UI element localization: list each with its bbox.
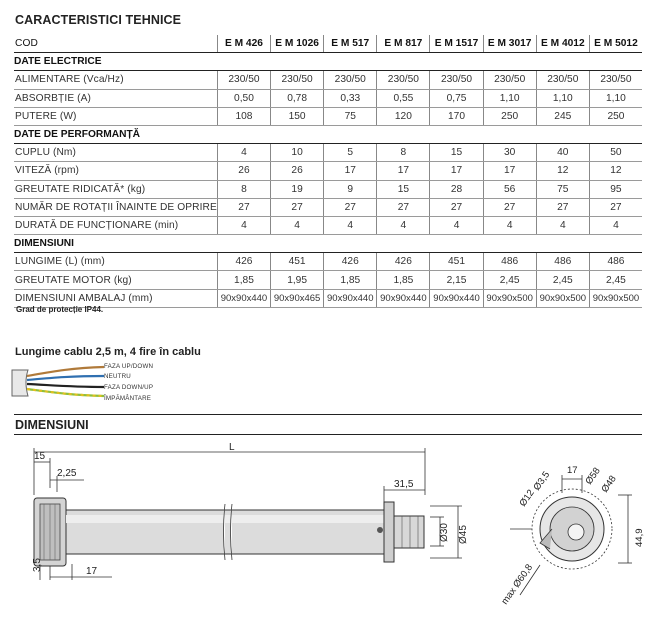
table-cell: 1,10 [589,89,642,107]
table-cell: 250 [483,107,536,125]
table-cell: 28 [430,180,483,198]
table-cell: 2,15 [430,271,483,289]
table-cell: 0,33 [324,89,377,107]
wire-label-phase-up: FAZA UP/DOWN [104,363,154,370]
row-label: LUNGIME (L) (mm) [14,253,217,271]
table-cell: 2,45 [483,271,536,289]
table-cell: 17 [324,162,377,180]
table-cell: 75 [536,180,589,198]
table-cell: 4 [589,216,642,234]
table-row [14,162,642,180]
dim-L: L [229,442,235,453]
protection-note: Grad de protecție IP44. [16,305,104,314]
table-cell: 90x90x465 [271,289,324,307]
table-cell: 30 [483,144,536,162]
model-header: E M 4012 [536,35,589,53]
wire-label-earth: ÎMPĂMÂNTARE [104,395,152,402]
table-cell: 4 [217,144,270,162]
motor-side-view [0,440,470,590]
table-row [14,89,642,107]
table-cell: 170 [430,107,483,125]
table-row [14,107,642,125]
table-row [14,271,642,289]
table-row [14,180,642,198]
row-label: GREUTATE MOTOR (kg) [14,271,217,289]
model-header: E M 3017 [483,35,536,53]
wire-blue [27,376,104,380]
table-cell: 1,85 [324,271,377,289]
table-cell: 486 [589,253,642,271]
table-cell: 27 [483,198,536,216]
table-cell: 56 [483,180,536,198]
table-cell: 2,45 [536,271,589,289]
table-cell: 0,50 [217,89,270,107]
model-header: E M 1517 [430,35,483,53]
wire-label-phase-down: FAZA DOWN/UP [104,384,154,391]
table-cell: 90x90x440 [430,289,483,307]
table-cell: 8 [377,144,430,162]
table-cell: 230/50 [217,71,270,89]
table-row [14,144,642,162]
table-cell: 426 [217,253,270,271]
table-cell: 90x90x500 [483,289,536,307]
table-cell: 426 [324,253,377,271]
dim-front-d58: Ø58 [583,465,603,487]
table-cell: 4 [483,216,536,234]
table-cell: 230/50 [483,71,536,89]
table-cell: 0,55 [377,89,430,107]
table-cell: 19 [271,180,324,198]
table-cell: 10 [271,144,324,162]
row-label: ALIMENTARE (Vca/Hz) [14,71,217,89]
table-cell: 9 [324,180,377,198]
cable-title: Lungime cablu 2,5 m, 4 fire în cablu [15,346,201,358]
table-cell: 230/50 [589,71,642,89]
dim-front-17: 17 [567,465,578,476]
dim-d45: Ø45 [458,525,469,544]
table-cell: 90x90x440 [324,289,377,307]
section-title: DATE DE PERFORMANȚĂ [14,125,642,143]
section-title: DIMENSIUNI [14,235,642,253]
model-header: E M 1026 [271,35,324,53]
dim-3-5: 3,5 [32,558,43,572]
wire-brown [27,367,104,376]
motor-front-view [480,455,660,620]
specs-title: CARACTERISTICI TEHNICE [15,13,182,27]
row-label: CUPLU (Nm) [14,144,217,162]
table-cell: 245 [536,107,589,125]
section-header-row [14,125,642,143]
table-cell: 90x90x500 [536,289,589,307]
table-cell: 17 [430,162,483,180]
wire-earth [27,389,104,396]
dim-front-d12: Ø12 [517,487,537,509]
section-rule [14,434,642,435]
table-cell: 1,95 [271,271,324,289]
table-cell: 4 [217,216,270,234]
cod-label: COD [14,35,217,53]
table-cell: 4 [271,216,324,234]
dimensions-title: DIMENSIUNI [15,418,89,432]
table-cell: 27 [271,198,324,216]
table-cell: 8 [217,180,270,198]
table-cell: 108 [217,107,270,125]
table-cell: 2,45 [589,271,642,289]
table-row [14,216,642,234]
table-cell: 12 [589,162,642,180]
table-cell: 27 [536,198,589,216]
dim-front-d48: Ø48 [599,473,619,495]
section-header-row [14,53,642,71]
model-header: E M 817 [377,35,430,53]
table-cell: 15 [430,144,483,162]
table-cell: 4 [536,216,589,234]
section-rule [14,414,642,415]
model-header: E M 426 [217,35,270,53]
table-cell: 486 [536,253,589,271]
section-header-row [14,235,642,253]
table-cell: 40 [536,144,589,162]
table-cell: 15 [377,180,430,198]
table-cell: 27 [324,198,377,216]
row-label: DURATĂ DE FUNCȚIONARE (min) [14,216,217,234]
table-cell: 230/50 [377,71,430,89]
table-cell: 426 [377,253,430,271]
table-cell: 5 [324,144,377,162]
table-cell: 1,85 [377,271,430,289]
table-cell: 1,85 [217,271,270,289]
table-cell: 27 [430,198,483,216]
row-label: VITEZĂ (rpm) [14,162,217,180]
table-row [14,253,642,271]
table-cell: 250 [589,107,642,125]
table-cell: 230/50 [430,71,483,89]
table-header-row [14,35,642,53]
table-cell: 230/50 [324,71,377,89]
table-cell: 50 [589,144,642,162]
row-label: DIMENSIUNI AMBALAJ (mm) [14,289,217,307]
table-cell: 90x90x440 [217,289,270,307]
cable-illustration [10,362,105,406]
table-cell: 27 [377,198,430,216]
table-cell: 451 [271,253,324,271]
table-cell: 27 [217,198,270,216]
table-cell: 12 [536,162,589,180]
wire-label-neutral: NEUTRU [104,373,131,380]
table-cell: 4 [377,216,430,234]
row-label: NUMĂR DE ROTAȚII ÎNAINTE DE OPRIRE [14,198,217,216]
dim-front-d3-5: Ø3,5 [531,469,553,493]
dim-front-max: max Ø60,8 [499,562,536,607]
model-header: E M 5012 [589,35,642,53]
specs-table [14,35,642,308]
table-cell: 1,10 [483,89,536,107]
dim-2-25: 2,25 [57,468,77,479]
dim-d30: Ø30 [439,523,450,542]
table-cell: 486 [483,253,536,271]
model-header: E M 517 [324,35,377,53]
table-row [14,71,642,89]
motor-crown [384,502,394,562]
table-cell: 27 [589,198,642,216]
table-cell: 451 [430,253,483,271]
table-cell: 0,75 [430,89,483,107]
row-label: GREUTATE RIDICATĂ* (kg) [14,180,217,198]
dim-15: 15 [34,451,46,462]
table-cell: 1,10 [536,89,589,107]
table-cell: 4 [430,216,483,234]
table-row [14,289,642,307]
cable-sheath [12,370,28,396]
table-cell: 26 [217,162,270,180]
table-cell: 120 [377,107,430,125]
table-cell: 150 [271,107,324,125]
table-cell: 17 [483,162,536,180]
table-cell: 90x90x440 [377,289,430,307]
table-cell: 230/50 [271,71,324,89]
wire-black [27,384,104,387]
section-title: DATE ELECTRICE [14,53,642,71]
dim-31-5: 31,5 [394,479,414,490]
table-row [14,198,642,216]
table-cell: 4 [324,216,377,234]
table-cell: 230/50 [536,71,589,89]
table-cell: 90x90x500 [589,289,642,307]
dim-17: 17 [86,566,98,577]
row-label: ABSORBȚIE (A) [14,89,217,107]
table-cell: 26 [271,162,324,180]
table-cell: 75 [324,107,377,125]
table-cell: 17 [377,162,430,180]
table-cell: 95 [589,180,642,198]
table-cell: 0,78 [271,89,324,107]
row-label: PUTERE (W) [14,107,217,125]
dim-front-44-9: 44,9 [634,528,645,547]
